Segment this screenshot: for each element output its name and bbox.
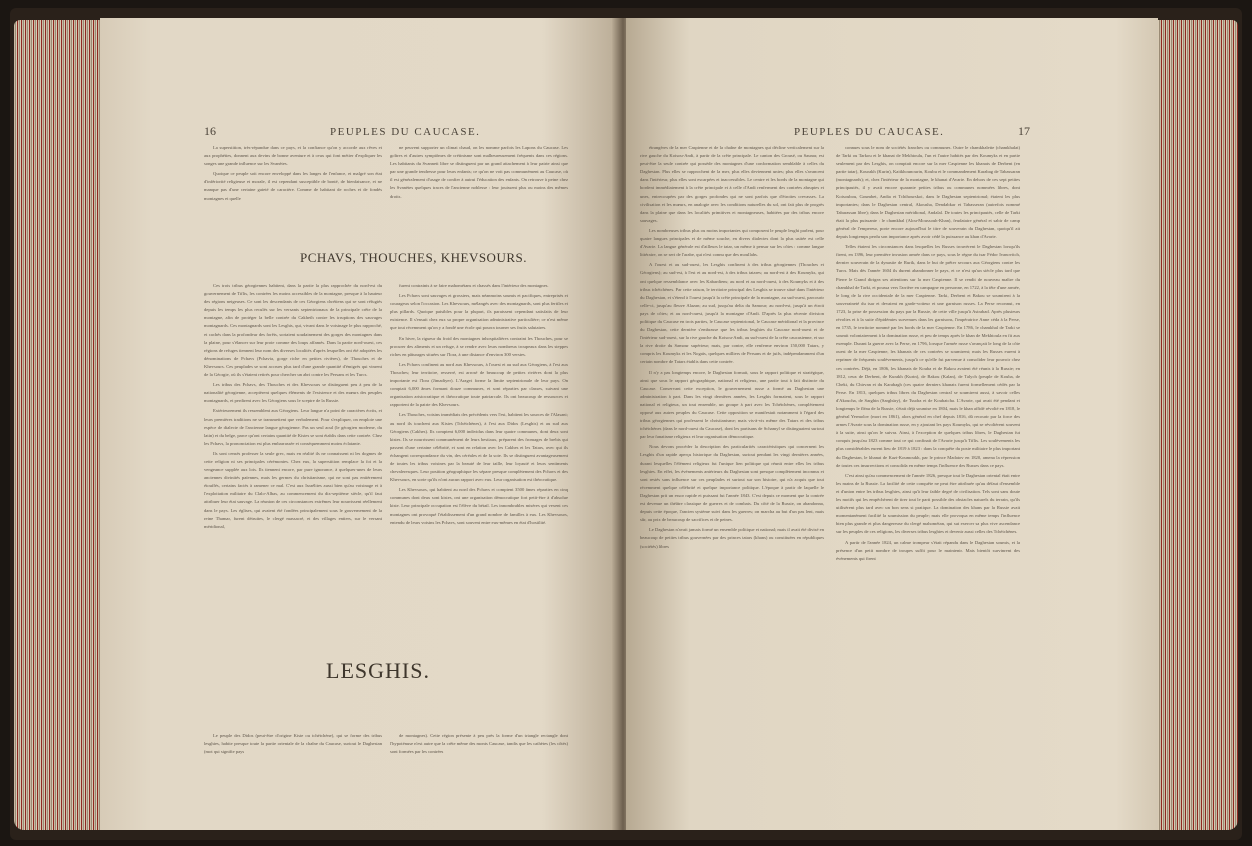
right-column-2 (836, 144, 1020, 794)
left-page (100, 18, 620, 830)
paragraph: Les Thouches, voisins immédiats des précédents vers l'est, habitent les sources de l'Alasani; au nord ils touchent aux Kistes (Tchétchènes), à l'est aux Didos (Lesghis) et au sud aux Géorgiens (Cakhes). Ils comptent 6,000 individus dans leur quatre communes, dont deux sont kistes. Ils se nourrissent communément de leurs bestiaux, préparent des fromages de brebis qui passent d'une certaine célébrité, et sont en relation avec les Cakhes et les Tatars, avec qui ils échangent correspondance du vin, des céréales et de la soie. Ils se distinguent avantageusement de toutes les tribus voisines par la beauté de leur taille, leur loyauté et leurs sentiments chevaleresques. Leur position géographique les sépare presque complètement des Pchavs et des Khevsours, en sorte qu'ils n'ont aucun rapport avec eux. Leur organisation est théocratique. (390, 412, 568, 483)
left-page-edges (14, 20, 100, 830)
section-title-pchavs: PCHAVS, THOUCHES, KHEVSOURS. (300, 250, 527, 265)
running-head-left: PEUPLES DU CAUCASE. (330, 126, 481, 138)
intro-column-2 (390, 144, 568, 236)
paragraph: Nous devons procéder la description des particularités caractéristiques qui concernent les Lesghis d'un rapide aperçu historique du Daghestan, surtout pendant les vingt dernières années, durant lesquelles l'élément religieux fut l'unique lien politique qui réunit entre elles les tribus lesghies. En effet, les événements antérieurs du Daghestan sont presque complètement inconnus et sont restés sans influence sur ces peuplades et surtout sur son histoire, qui n'a acquis que tout récemment quelque célébrité et quelque importance politique. L'époque à partir de laquelle le Daghestan prit un essor rapide et puissant fut l'année 1843. C'est depuis ce moment que la contrée est devenue un théâtre classique de guerres et de combats. Du côté de la Russie, on abandonna, depuis cette époque, l'ancien système suivi dans les guerres; on marcha au but d'un pas lent, mais sûr, au prix de beaucoup de sacrifices et de peines. (640, 444, 824, 523)
paragraph: Telles étaient les circonstances dans lesquelles les Russes trouvèrent le Daghestan lorsqu'ils firent, en 1396, leur première invasion armée dans ce pays, sous le règne du tsar Fédor Ivanovitch, dernier souverain de la dynastie de Rurik, dans le but de prêter secours aux Géorgiens contre les Turcs. Mais dès l'année 1604 ils durent abandonner le pays, et ce n'est qu'un siècle plus tard que Pierre le Grand dirigea ses attentions sur la mer Caspienne. Il se rendit de nouveau maître du chamkhal de Tarki, et poussa vers l'arrière en campagne en personne, en 1722, à la tête d'une armée, le long de la rive occidentale de la mer Caspienne. Tarki, Derbent et Bakou se soumirent à la souveraineté du tsar et devaient en garde-votteur et une garnison russes. La Perse reconnut, en 1723, la prise de possession du pays par la Russie, de cette ville jusqu'à Astrabad. Après plusieurs révoltes et à la suite d'épidémies survenues dans les garnisons, l'impératrice Anne céda à la Perse, en 1735, le territoire nommé par les bords de la mer Caspienne. En 1786, le chamkhal de Tarki se soumit volontairement à la domination russe, et peu de temps après le khan de Mekhtoula en fit aux exemple. Durant la guerre avec la Perse, en 1796, lorsque l'armée russe s'avançait le long de la côte ouest de la mer Caspienne, les khanats de ces contrées se soumirent; mais les Russes eurent à reprimer de fréquents soulèvements, jusqu'à ce qu'elle fut parvenue à consolider leur pouvoir chez ces contrées. Déjà, en 1806, les khanats de Kouba et de Bakou avaient été réunis à la Russie; en 1812, ceux de Derbent, de Kurakh (Kurin), de Bakou (Kalan), de Talych (peuple de Kouba, de Cheki, du Chirvan et du Karabagh (ces quatre derniers khanats furent formellement cédés par la Perse. En 1813, quelques tribus libres du Daghestan central se soumirent aussi, à savoir celles d'Akoucha, de Sarghin (Sarghüry), de Tsudra et de Koubatcha. L'Avarie, qui avait été pendant et longtemps le fléau de la Russie, s'était déjà soumise en 1804, mais le khan affidé révolté en 1818, le général Yermolov (mort en 1861), alors général en chef depuis 1816, dû recourir par la force des armes l'Avarie sous la domination russe, en y ajoutant les pays Koumyks, qui se révoltèrent souvent à la suite, ainsi qu'on le suivra. Ainsi, à l'exception de quelques tribus libres, le Daghestan fut conquis jusqu'au 1823 comme tout ce qui confinait de l'Avarie jusqu'à Tiflis. Les soulèvements les plus considérables eurent lieu de 1819 à 1823 : dans la conquête du poste militaire le plus important du Daghestan, le khanat de Kazi-Koumoukh, par le prince Madatov en 1820, amena la répression de toutes ces insurrections et consolida en même temps l'influence des Russes dans ce pays. (836, 244, 1020, 468)
paragraph: Les nombreuses tribus plus ou moins importantes qui composent le peuple lesghi parlent, pour quatre langues principales et de même souche, en divers dialectes dont la plus usitée est celle d'Avarie. La langue générale est d'ailleurs le tatar, un même à pensar sur les côtes : comme langue littéraire, on se sert de l'arabe, qui n'est connu que des moullahs. (640, 227, 824, 258)
paragraph: La superstition, très-répandue dans ce pays, et la confiance qu'on y accorde aux rêves et aux prophéties, donnent aux devins de bonne aventure et à ceux qui font métier d'expliquer les songes une grande influence sur les Svanètes. (204, 145, 382, 167)
paragraph: ne peuvent supporter un climat chaud, on les nomme parfois les Lapons du Caucase. Les goîtres et d'autres symptômes de crétinisme sont malheureusement fréquents dans ces régions. Les habitants du Svanneti libre se distinguent par un grand attachement à leur patrie ainsi que par une grande tendresse pour leurs enfants; ce qu'on ne voit pas communément au Caucase, où il est généralement d'usage de confier à autrui l'éducation des enfants. On retrouve à peine chez les Svanètes quelques traces de l'ancienne noblesse : leur jouissent plus ou moins des mêmes droits. (390, 145, 568, 199)
paragraph: Les tribus des Pchavs, des Thouches et des Khevsours se distinguent peu à peu de la nationalité géorgienne, acceptèrent quelques éléments de l'existence et des mœurs des peuples montagnards, et perdirent avec les Géorgiens sous le sceptre de la Russie. (204, 382, 382, 404)
paragraph: Les Khevsours, qui habitent au nord des Pchavs et comptent 3500 âmes réparties en cinq communes dont deux sont kistes, ont une organisation démocratique fort petit-être à d'absolue kiste. Leur principale occupation est l'élève du bétail. Les innombrables misères qui vexent ces montagnes ont provoqué l'établissement d'un grand nombre de familles à eux. Les Khevsours, entendu de leurs voisins les Pchavs, sont souvent entre eux-mêmes en état d'hostilité. (390, 487, 568, 525)
paragraph: furent contraints à se faire mahométans et chassés dans l'intérieur des montagnes. (399, 283, 549, 288)
paragraph: A l'ouest et au sud-ouest, les Lesghis confinent à des tribus géorgiennes (Thouches et Géorgiens); au sud-est, à l'est et au nord-est, à des tribus tatares; au nord-est à des Koumyks, qui ont quelque ressemblance avec les Kabardiens; au nord et au nord-ouest, à des Koumyks et à des tribus tchétchènes. Par cette raison, le territoire principal des Lesghis se trouve situé dans l'intérieur du Daghestan, et s'étend à l'ouest jusqu'à la crête principale de la montagne, au sud-ouest, parcourir celle-ci, jusqu'au fleuve Alazan; au sud, jusqu'au delta du Samour; au nord-est, jusqu'à un étroit pays de côtes; et au nord-ouest, jusqu'à la montagne d'Andi. D'après la plus récente division politique du Caucase en trois parties, le Caucase septentrional, le Caucase méridional et la province du Daghestan, cette dernière s'embrasse que les tribus lesghies du Caucase nord-ouest et de l'intérieur sud-ouest, sur la rive gauche du Koisou-Andi, au sud-ouest de la crête caucasienne, et sur la rive droite du Samour supérieur; mais, par contre, elle renferme environ 150,000 Tatars, y compris les Koumyks et les Nogaïs, quelques milliers de Persans et de juifs, indépendamment d'un certain nombre de Tatars établis dans cette contrée. (640, 262, 824, 365)
paragraph: C'est ainsi qu'au commencement de l'année 1826, presque tout le Daghestan oriental était entre les mains de la Russie. La facilité de cette conquête ne peut être attribuée qu'au défaut d'ensemble et d'union entre les tribus lesghies, ainsi qu'à leur faible degré de civilisation. Tels sont sans doute les motifs qui les empêchèrent de tirer tout le parti possible des obstacles naturels du terrain, qu'ils utilisèrent plus tard avec un bon sens si pratique. La domination des khans par la Russie avait momentanément facilité la soumission du peuple; mais elle provoqua en même temps l'influence bien plus grande et plus dangereuse du clergé mahométan, qui sut exercer sa plus vive ascendance sur les peuples de ces religions, les diverses tribus lesghies et devenir aussi celles des Tchétchènes. (836, 472, 1020, 535)
paragraph: Quoique ce peuple soit encore enveloppé dans les langes de l'enfance, et malgré son état d'infériorité religieuse et morale, il est cependant susceptible de bonté, de bienfaisance, et ne manque pas d'une certaine gaieté de caractère. Comme de habitant de roches et de fondés montagnes et quelle (204, 171, 382, 201)
section-title-lesghis: LESGHIS. (326, 658, 430, 683)
paragraph: de montagnes). Cette région présente à peu près la forme d'un triangle rectangle dont l'hypoténuse n'est autre que la crête même des monts Caucase, tandis que les cathètes (les côtés) sont formées par les contrées (390, 733, 568, 755)
paragraph: En hiver, la rigueur du froid des montagnes inhospitalières contraint les Thouches, pour se procurer des aliments et un refuge, à se rendre avec leurs nombreux troupeaux dans les steppes riches en pâturages situées sur l'Iora, à une distance d'environ 300 verstes. (390, 335, 568, 357)
pchavs-column-2 (390, 282, 568, 642)
right-page-edges (1158, 20, 1238, 830)
folio-right: 17 (1018, 124, 1030, 138)
folio-left: 16 (204, 124, 216, 138)
right-page (626, 18, 1158, 830)
paragraph: étrangères de la mer Caspienne et de la chaîne de montagnes qui décline verticalement sur la rive gauche du Koisou-Andi, à partir de la crête principale. Le canton des Grousé, ou Saunar, est peut-être la seule contrée qui possède des montagnes d'une conformation semblable à celles du Daghestan. Plus elles se rapprochent de la mer, plus elles deviennent unies; plus elles s'avancent dans l'intérieur, plus elles sont escarpées et inaccessibles. Le centre et les bords de la montagne qui bordent immédiatement à la crête principale et à celle d'Andi renferment des contrées abruptes et unes, entrecoupées par des gorges profondes qui ne sont parfois que d'étroites crevasses. La civilisation et les mœurs, en analogie avec les conditions naturelles du sol, ont fait plus de progrès dans la plaine que dans les localités primitives et montagneuses, habitées par des tribus encore sauvages. (640, 145, 824, 223)
right-column-1 (640, 144, 824, 794)
paragraph: Les Pchavs sont sauvages et grossiers, mais néanmoins soumis et pacifiques, entreprisés et courageux selon l'occasion. Les Khevsours, mélangés avec des montagnards, sont plus fertiles et plus pillards. Quoique paisibles pour la plupart, ils paraissent cependant satisfaits de leur existence. Il s'ensuit chez eux sa propre organisation administrative particulière; ce n'est même que tout récemment qu'on y a fondé une école qui pourra tourner ses fruits salutaires. (390, 293, 568, 331)
paragraph: Extérieurement ils ressemblent aux Géorgiens. Leur langue n'a point de caractères écrits, et leurs premières traditions ne se transmettent que verbalement. Pour s'expliquer, on emploie une espèce de dialecte de l'ancienne langue géorgienne. Pas un seul aoul (le géorgien moderne, du latin) et du belge, parce qu'ont certains quantité de Kistes se sont établis dans cette contrée. Chez les Pchavs, la prononciation est plus embarrassée et conséquemment moins éclatante. (204, 408, 382, 446)
lesghis-column-1 (204, 732, 382, 782)
paragraph: Ils sont censés professer la seule grec, mais en réalité ils ne connaissent ni les dogmes de cette religion ni ses principales cérémonies. Chez eux, la superstition remplace la foi et la vengeance supplée aux lois. Ils tiennent encore, par pure ignorance, à quelques-unes de leurs anciennes divinités païennes, mais les germes du christianisme, qui ne sont pas entièrement étouffés, certains factés à ramener ce mal. C'est aux Israélites aussi bien qu'au voisinage et à l'exploitation militaire du Clalo-Albas, au commencement du dix-septième siècle, qu'il faut attribuer leur état sauvage. La réunion de ces circonstances extrêmes leur nourrissent réellement dans le pays. Les églises, qui avaient été fondées principalement sous le gouvernement de la reine Thamar, furent détruites, le clergé massacré, et des villages entiers, sur le versant méridional, (204, 450, 382, 529)
pchavs-column-1 (204, 282, 382, 642)
paragraph: Il n'y a pas longtemps encore, le Daghestan formait, sous le rapport politique et stratégique, ainsi que sous le rapport géographique, national et religieux, une partie tout à fait distincte du Caucase. Conservant cette exception, le gouvernement russe a formé au Daghestan une administration à part. Dans les vingt dernières années, les Lesghis formaient, sous le rapport national et religieux, un tout ensemble, un groupe à part avec les Tchétchènes, complètement opposé aux autres peuples du Caucase. Cette opposition se manifestait notamment à l'égard des tribus géorgiennes qui professent le christianisme; mais vis-à-vis même des Tatars et des tribus tchétchènes (dans le nord-ouest du Caucase), dont les partisans de Schamyl se distinguaient surtout par leur fanatisme religieux et leur organisation démocratique. (640, 369, 824, 440)
lesghis-column-2 (390, 732, 568, 782)
paragraph: Les Pchavs confinent au nord aux Khevsours, à l'ouest et au sud aux Géorgiens, à l'est aux Thouches; leur territoire, resserré, est arrosé de beaucoup de petites rivières dont la plus importante est l'Iora (Jimadiyer). L'Aragvi forme la limite septentrionale de leur pays. On comptait 6,000 âmes formant douze communes, et sont réparties par classes, suivant une organisation aristocratique et théocratique toute patriarcale. Ils ont beaucoup de ressources et rapportent de la patrie des Khevsours. (390, 361, 568, 408)
running-head-right: PEUPLES DU CAUCASE. (794, 126, 945, 138)
paragraph: A partir de l'année 1824, un calme trompeur s'était répandu dans le Daghestan soumis, et la présence d'un petit nombre de troupes suffit pour le maintenir. Mais bientôt survinrent des événements qui firent (836, 539, 1020, 561)
paragraph: Ces trois tribus géorgiennes habitent, dans la partie la plus rapprochée du nord-est du gouvernement de Tiflis, les contrées les moins accessibles de la montagne, presque à la hauteur des régions neigeuses. Ce sont les descendants de ces Géorgiens chrétiens qui se sont réfugiés depuis les temps les plus reculés sur les versants septentrionaux de la principale crête de la montagne, afin de protéger la belle contrée du Cakheth contre les irruptions des sauvages montagnards. Ces montagnards sont les Lesghis, qui, vivant dans le voisinage le plus rapproché, et cachés dans la profondeur des forêts, sortaient soudainement des gorges des montagnes dans la plaine, pour s'élancer sur leur proie comme des loups affamés. Dans la partie nord-ouest, ces régions de refuges tiennent leur nom des diverses localités d'après lesquelles ont été adoptées les dénominations de Pchavs (Pchavia, gorge riche en petites rivières), de Thouches et de Khevsours. Ces peuplades se sont accrues plus tard d'une grande quantité d'émigrés qui vinrent de la Géorgie, où ils s'étaient retirés pour chercher un abri contre les Persans et les Turcs. (204, 283, 382, 378)
paragraph: Le peuple des Didos (peut-être d'origine Kiste ou tchétchène), qui se forme des tribus lesghies, habite presque toute la partie orientale de la chaîne du Caucase, surtout le Daghestan (mot qui signifie pays (204, 733, 382, 755)
intro-column-1 (204, 144, 382, 236)
paragraph: connues sous le nom de sociétés franches ou communes. Outre le chamkhalette (chamkhalat) de Tarki ou Tarkou et le khanat de Mekhtoulu, l'un et l'autre habités par des Koumyks et en partie seulement par des Lesghis, on comptait encore sur la mer Caspienne les khanats de Derbent (en partie tatar), Kourakh (Kurin), Kaitkhounourin, Koubu et le commandement Karabag de Tabassaran (montagnards); et, chez l'intérieur de la montagne, le khanat d'Avarie. En dehors de ces sept petites principautés, il y avait encore quarante petites tribus ou communes nommées libres, dont Koisoubou, Goumbet, Andia et Tchihourskoi, dans le Daghestan septentrional; étaient les plus importantes; dans le Daghestan central, Akousha, Dendabkar et Tabasseran (autrefois nommé Tabarassan libre); dans le Daghestan méridional, Andalal. De toutes les principautés, celle de Tarki était la plus puissante : le chamkhal (Alou-Moussouh-Khan), feudataire général et sabir de camp général de l'empereur, porte encore aujourd'hui le titre de souverain du Daghestan, quoiqu'il ait depuis longtemps perdu son importance après avoir cédé la puissance au khan d'Avarie. (836, 145, 1020, 240)
paragraph: Le Daghestan n'avait jamais formé un ensemble politique et national; mais il avait été divisé en beaucoup de petites tribus gouvernées par des princes tatars (khans) ou constituées en républiques (sociétés) libres (640, 527, 824, 549)
